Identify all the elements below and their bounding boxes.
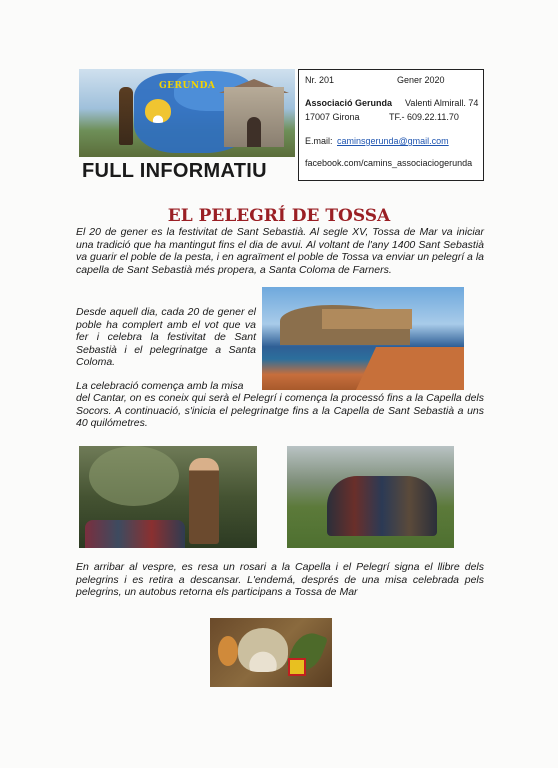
paragraph-1: El 20 de gener es la festivitat de Sant Sebastià. Al segle XV, Tossa de Mar va iniciar una tradició que ha mantingut fins el dia de avui. Al voltant de l'any 1400 Sant Sebastià va guarir el poble de la pesta, i en agraïment el poble de Tossa va enviar un pelegrí a la capella de Sant Sebastià més propera, a Santa Coloma de Farners. (76, 226, 484, 276)
scallop-shell-icon (145, 99, 171, 123)
organization-name: Associació Gerunda (305, 98, 393, 108)
banner-logo-text: GERUNDA (159, 81, 216, 91)
pilgrim-shell-photo (210, 618, 332, 687)
procession-photo (287, 446, 454, 548)
street-address: Valenti Almirall. 74 (405, 98, 479, 108)
paragraph-3-start: La celebració comença amb la misa (76, 380, 244, 392)
paragraph-2: Desde aquell dia, cada 20 de gener el poble ha complert amb el vot que va fer i celebra la festivitat de Sant Sebastià i el pelegrinatge a Santa Coloma. (76, 306, 256, 369)
tossa-coast-photo (262, 287, 464, 390)
email-link[interactable]: caminsgerunda@gmail.com (337, 136, 449, 146)
newsletter-title: FULL INFORMATIU (82, 160, 267, 182)
city-address: 17007 Girona (305, 112, 360, 122)
pilgrim-statue (119, 87, 133, 145)
header-banner-image (79, 69, 295, 157)
phone-number: TF.- 609.22.11.70 (389, 112, 459, 122)
scallop-shell-image (238, 628, 288, 672)
email-label: E.mail: (305, 136, 333, 146)
article-title: EL PELEGRÍ DE TOSSA (167, 206, 391, 226)
info-box (298, 69, 484, 181)
issue-number: Nr. 201 (305, 75, 335, 85)
issue-date: Gener 2020 (397, 75, 445, 85)
facebook-link[interactable]: facebook.com/camins_associaciogerunda (305, 158, 473, 168)
paragraph-3-cont: del Cantar, on es coneix qui serà el Pelegrí i comença la processó fins a la Capella dels Socors. A continuació, s'inicia el pelegrinatge fins a la Capella de Sant Sebastià a uns 40 quilómetres. (76, 392, 484, 430)
pilgrim-photo (79, 446, 257, 548)
paragraph-4: En arribar al vespre, es resa un rosari a la Capella i el Pelegrí signa el llibre dels pelegrins i es retira a descansar. L'endemá, després de una misa celebrada pels pelegrins, un autobus retorna els participans a Tossa de Mar (76, 561, 484, 599)
